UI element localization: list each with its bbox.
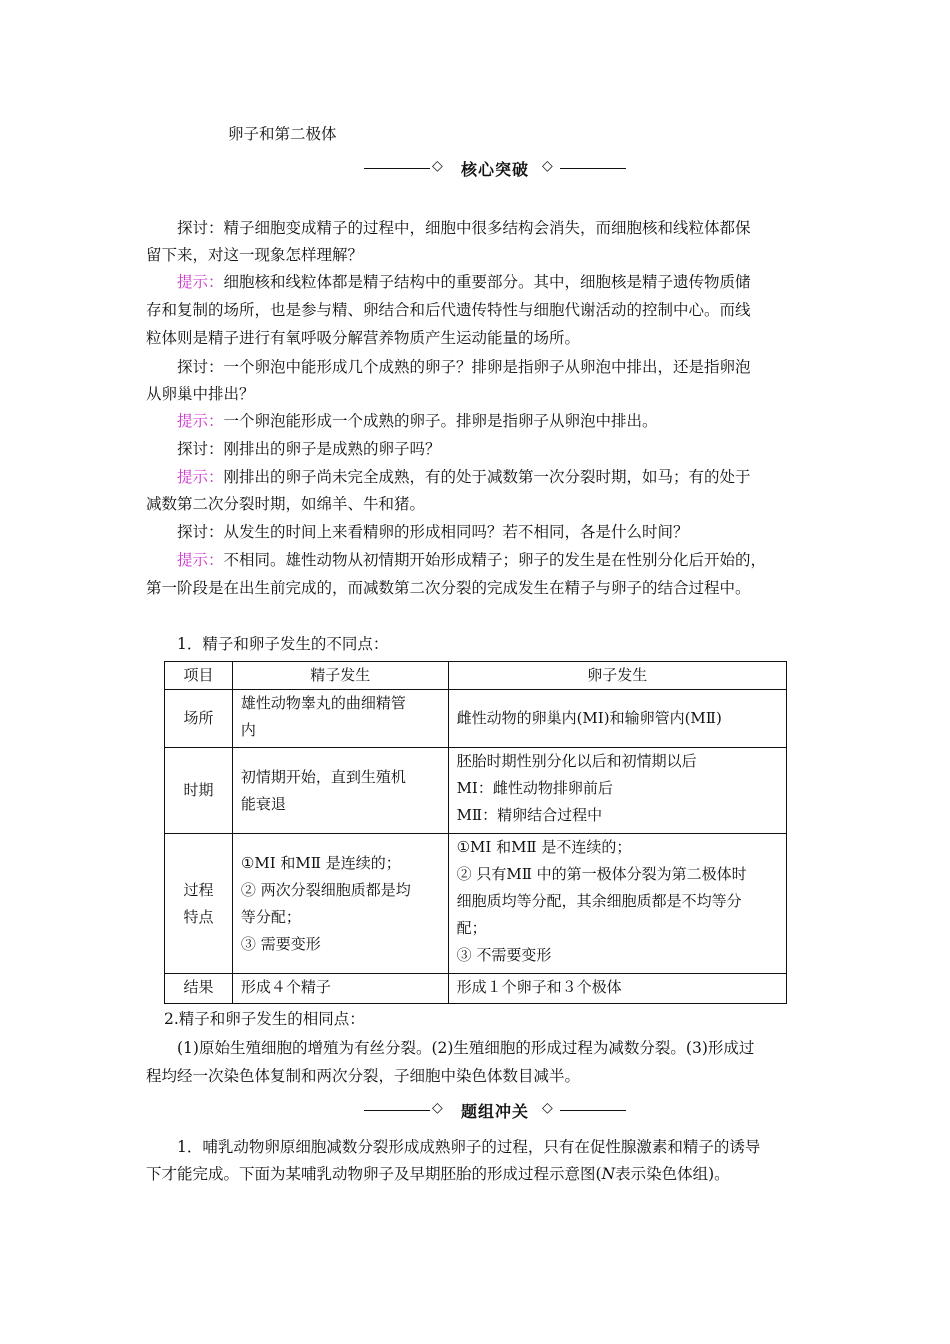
point1-title: 1．精子和卵子发生的不同点： xyxy=(177,635,389,653)
hint-text: 减数第二次分裂时期，如绵羊、牛和猪。 xyxy=(146,495,426,513)
diamond-icon: ◇ xyxy=(432,1100,443,1116)
table-cell-sperm: ①MⅠ 和MⅡ 是连续的； ② 两次分裂细胞质都是均 等分配； ③ 需要变形 xyxy=(232,834,448,974)
divider-left xyxy=(364,168,430,169)
question-text: 留下来，对这一现象怎样理解？ xyxy=(146,246,364,264)
section-header-exercises xyxy=(364,1099,626,1123)
table-cell-egg: 胚胎时期性别分化以后和初情期以后 MⅠ：雌性动物排卵前后 MⅡ：精卵结合过程中 xyxy=(448,748,786,834)
variable-n: N xyxy=(601,1165,616,1183)
point2-body: 程均经一次染色体复制和两次分裂，子细胞中染色体数目减半。 xyxy=(146,1067,581,1085)
question-text: 探讨：一个卵泡中能形成几个成熟的卵子？排卵是指卵子从卵泡中排出，还是指卵泡 xyxy=(177,358,751,376)
table-row xyxy=(165,690,787,748)
table-cell-egg: ①MⅠ 和MⅡ 是不连续的； ② 只有MⅡ 中的第一极体分裂为第二极体时 细胞质均等分配，其余细胞质都是不均等分 配； ③ 不需要变形 xyxy=(448,834,786,974)
hint-label: 提示： xyxy=(177,551,224,569)
hint-text: 细胞核和线粒体都是精子结构中的重要部分。其中，细胞核是精子遗传物质储 xyxy=(223,273,751,291)
hint-label: 提示： xyxy=(177,412,224,430)
question-text: 探讨：刚排出的卵子是成熟的卵子吗？ xyxy=(177,440,441,458)
intro-line: 卵子和第二极体 xyxy=(228,125,337,143)
hint-line xyxy=(177,467,751,487)
table-row xyxy=(165,974,787,1004)
table-cell-sperm: 初情期开始，直到生殖机 能衰退 xyxy=(232,748,448,834)
divider-right xyxy=(560,1110,626,1111)
table-cell-item: 过程 特点 xyxy=(165,834,233,974)
table-cell-egg: 雌性动物的卵巢内(MⅠ)和输卵管内(MⅡ) xyxy=(448,690,786,748)
table-row xyxy=(165,748,787,834)
divider-left xyxy=(364,1110,430,1111)
table-cell-sperm: 形成４个精子 xyxy=(232,974,448,1004)
section-title: 核心突破 xyxy=(460,160,529,179)
table-cell-item: 时期 xyxy=(165,748,233,834)
exercise-text: 1．哺乳动物卵原细胞减数分裂形成成熟卵子的过程，只有在促性腺激素和精子的诱导 xyxy=(177,1138,761,1156)
question-text: 从卵巢中排出？ xyxy=(146,385,255,403)
hint-text: 存和复制的场所，也是参与精、卵结合和后代遗传特性与细胞代谢活动的控制中心。而线 xyxy=(146,301,751,319)
hint-label: 提示： xyxy=(177,273,224,291)
diamond-icon: ◇ xyxy=(542,158,553,174)
hint-line xyxy=(177,272,751,292)
table-cell-item: 场所 xyxy=(165,690,233,748)
point2-title: 2.精子和卵子发生的相同点： xyxy=(164,1010,365,1028)
hint-text: 刚排出的卵子尚未完全成熟，有的处于减数第一次分裂时期，如马；有的处于 xyxy=(223,468,751,486)
hint-text: 第一阶段是在出生前完成的，而减数第二次分裂的完成发生在精子与卵子的结合过程中。 xyxy=(146,579,751,597)
section-header-core xyxy=(364,157,626,181)
question-text: 探讨：精子细胞变成精子的过程中，细胞中很多结构会消失，而细胞核和线粒体都保 xyxy=(177,219,751,237)
comparison-table xyxy=(164,661,787,1004)
table-cell-egg: 形成１个卵子和３个极体 xyxy=(448,974,786,1004)
hint-text: 粒体则是精子进行有氧呼吸分解营养物质产生运动能量的场所。 xyxy=(146,329,581,347)
table-cell-sperm: 雄性动物睾丸的曲细精管 内 xyxy=(232,690,448,748)
section-title: 题组冲关 xyxy=(460,1102,529,1121)
hint-text: 一个卵泡能形成一个成熟的卵子。排卵是指卵子从卵泡中排出。 xyxy=(223,412,658,430)
table-row xyxy=(165,834,787,974)
divider-right xyxy=(560,168,626,169)
table-cell-item: 结果 xyxy=(165,974,233,1004)
table-header: 项目 xyxy=(165,662,233,690)
hint-text: 不相同。雄性动物从初情期开始形成精子；卵子的发生是在性别分化后开始的， xyxy=(223,551,767,569)
point2-body: (1)原始生殖细胞的增殖为有丝分裂。(2)生殖细胞的形成过程为减数分裂。(3)形成过 xyxy=(177,1039,755,1057)
hint-line xyxy=(177,411,658,431)
hint-line xyxy=(177,550,766,570)
table-header-row xyxy=(165,662,787,690)
hint-label: 提示： xyxy=(177,468,224,486)
diamond-icon: ◇ xyxy=(542,1100,553,1116)
question-text: 探讨：从发生的时间上来看精卵的形成相同吗？若不相同，各是什么时间？ xyxy=(177,523,689,541)
table-header: 卵子发生 xyxy=(448,662,786,690)
table-header: 精子发生 xyxy=(232,662,448,690)
exercise-text: 下才能完成。下面为某哺乳动物卵子及早期胚胎的形成过程示意图(N表示染色体组)。 xyxy=(146,1165,730,1183)
diamond-icon: ◇ xyxy=(432,158,443,174)
